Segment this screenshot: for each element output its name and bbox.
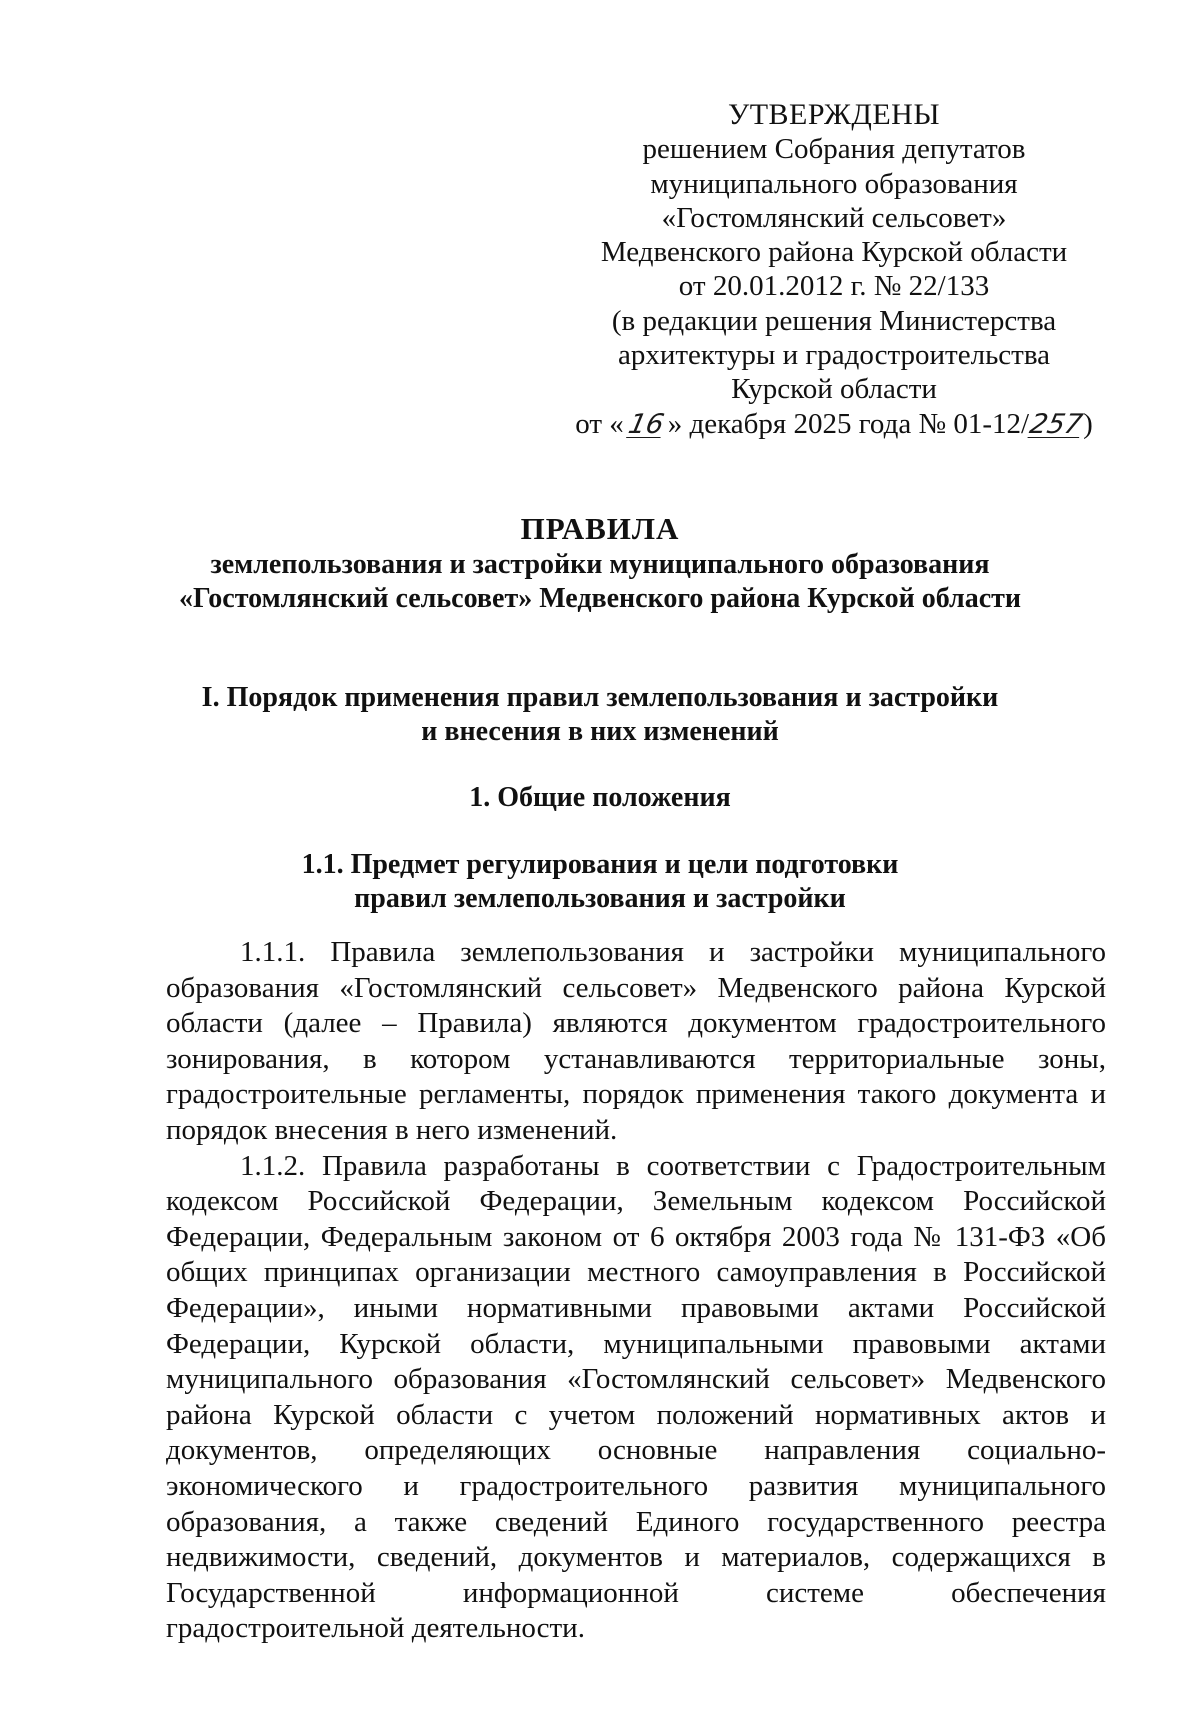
handwritten-number: 257 — [1027, 408, 1086, 440]
document-title-line: «Гостомлянский сельсовет» Медвенского района Курской области — [178, 583, 1022, 614]
chapter-heading-line: I. Порядок применения правил землепользования и застройки — [201, 682, 999, 713]
body-text — [166, 935, 1106, 1647]
approval-line: решением Собрания депутатов — [642, 133, 1026, 166]
subsection-heading — [100, 848, 1100, 916]
section-heading — [100, 781, 1100, 815]
section-heading-text: 1. Общие положения — [469, 782, 731, 813]
handwritten-day: 16 — [625, 408, 667, 440]
approval-line: (в редакции решения Министерства — [611, 304, 1057, 337]
paragraph: 1.1.2. Правила разработаны в соответствии с Градостроительным кодексом Российской Федерации, Земельным кодексом Российской Федерации, Федеральным законом от 6 октября 2003 года № 131-ФЗ «Об общих принципах организации местного самоуправления в Российской Федерации», иными нормативными правовыми актами Российской Федерации, Курской области, муниципальными правовыми актами муниципального образования «Гостомлянский сельсовет» Медвенского района Курской области с учетом положений нормативных актов и документов, определяющих основные направления социально-экономического и градостроительного развития муниципального образования, а также сведений Единого государственного реестра недвижимости, сведений, документов и материалов, содержащихся в Государственной информационной системе обеспечения градостроительной деятельности. — [166, 1149, 1106, 1645]
paragraph: 1.1.1. Правила землепользования и застройки муниципального образования «Гостомлянский сельсовет» Медвенского района Курской области (далее – Правила) являются документом градостроительного зонирования, в котором устанавливаются территориальные зоны, градостроительные регламенты, порядок применения такого документа и порядок внесения в него изменений. — [166, 936, 1106, 1146]
chapter-heading-line: и внесения в них изменений — [421, 716, 779, 747]
approval-line: Курской области — [731, 373, 937, 406]
subsection-heading-line: правил землепользования и застройки — [354, 883, 846, 914]
approval-stamp — [560, 98, 1108, 442]
approval-line: архитектуры и градостроительства — [617, 339, 1051, 372]
date-suffix: ) — [1083, 407, 1093, 440]
date-middle: » декабря 2025 года № 01-12/ — [667, 407, 1030, 440]
document-title — [100, 512, 1100, 616]
subsection-heading-line: 1.1. Предмет регулирования и цели подготовки — [301, 849, 899, 880]
document-title-line: землепользования и застройки муниципального образования — [210, 549, 990, 580]
approval-line: Медвенского района Курской области — [600, 236, 1068, 269]
date-prefix: от « — [575, 407, 624, 440]
approval-line: от 20.01.2012 г. № 22/133 — [678, 270, 990, 303]
approval-line: муниципального образования — [650, 167, 1018, 200]
document-title-main: ПРАВИЛА — [520, 511, 680, 546]
approval-heading: УТВЕРЖДЕНЫ — [727, 98, 941, 131]
approval-line: «Гостомлянский сельсовет» — [661, 201, 1007, 234]
approval-date-line — [560, 407, 1108, 442]
chapter-heading — [100, 681, 1100, 749]
